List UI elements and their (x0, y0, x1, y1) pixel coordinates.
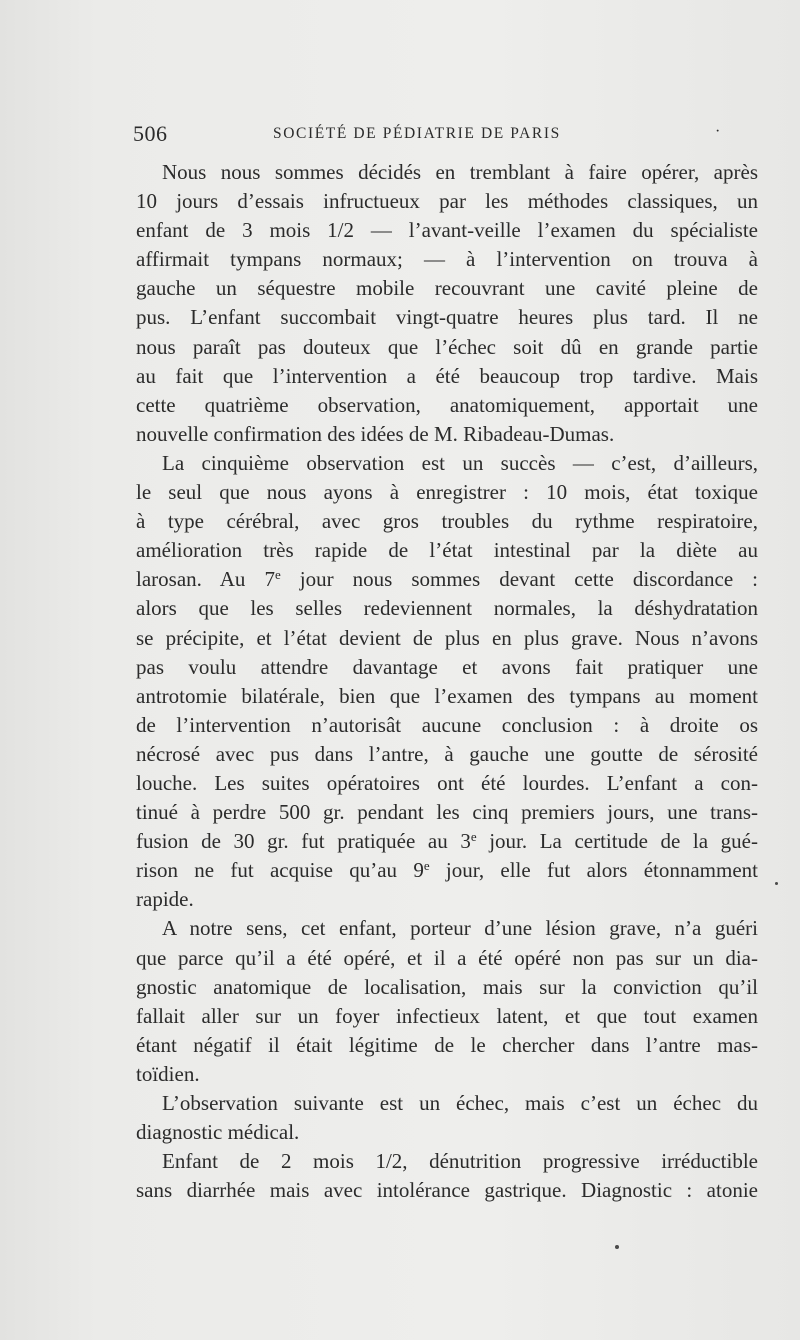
text-segment: rison ne fut acquise qu’au 9 (136, 858, 424, 883)
superscript: e (423, 858, 430, 874)
text-line: 10 jours d’essais infructueux par les méthodes classiques, un (136, 189, 758, 214)
text-line: louche. Les suites opératoires ont été lourdes. L’enfant a con- (136, 770, 758, 795)
text-line: A notre sens, cet enfant, porteur d’une lésion grave, n’a guéri (162, 916, 758, 941)
superscript: e (274, 567, 281, 583)
text-segment: larosan. Au 7 (136, 567, 275, 592)
text-line: nouvelle confirmation des idées de M. Ribadeau-Dumas. (136, 421, 615, 446)
text-line: enfant de 3 mois 1/2 — l’avant-veille l’examen du spécialiste (136, 218, 758, 243)
header-dot: · (715, 123, 721, 140)
text-line: que parce qu’il a été opéré, et il a été opéré non pas sur un dia- (136, 945, 758, 970)
text-segment: jour, elle fut alors étonnamment (429, 858, 758, 883)
text-line: La cinquième observation est un succès — c’est, d’ailleurs, (162, 450, 758, 475)
text-line (136, 565, 758, 594)
text-line: pus. L’enfant succombait vingt-quatre heures plus tard. Il ne (136, 305, 758, 330)
text-line: Enfant de 2 mois 1/2, dénutrition progressive irréductible (162, 1149, 758, 1174)
text-line: fallait aller sur un foyer infectieux latent, et que tout examen (136, 1003, 758, 1028)
text-line: gnostic anatomique de localisation, mais sur la conviction qu’il (136, 974, 758, 999)
ink-speck (775, 882, 778, 885)
text-segment: fusion de 30 gr. fut pratiquée au 3 (136, 829, 471, 854)
page-number: 506 (133, 121, 168, 146)
text-line: L’observation suivante est un échec, mais c’est un échec du (162, 1091, 758, 1115)
text-line: à type cérébral, avec gros troubles du rythme respiratoire, (136, 509, 758, 534)
ink-speck (615, 1245, 619, 1249)
text-line: antrotomie bilatérale, bien que l’examen des tympans au moment (136, 683, 758, 708)
body-text (136, 158, 758, 1205)
text-segment: jour nous sommes devant cette discordance : (280, 567, 759, 592)
text-line: rapide. (136, 887, 194, 912)
text-line: nous paraît pas douteux que l’échec soit dû en grande partie (136, 334, 758, 359)
text-line: sans diarrhée mais avec intolérance gastrique. Diagnostic : atonie (136, 1178, 758, 1203)
text-line: tinué à perdre 500 gr. pendant les cinq premiers jours, une trans- (136, 800, 758, 825)
text-line: alors que les selles redeviennent normales, la déshydratation (136, 596, 758, 621)
text-line: au fait que l’intervention a été beaucoup trop tardive. Mais (136, 363, 758, 388)
text-line (136, 827, 758, 856)
text-line: nécrosé avec pus dans l’antre, à gauche une goutte de sérosité (136, 741, 758, 766)
page-header (133, 121, 733, 151)
text-line: le seul que nous ayons à enregistrer : 10 mois, état toxique (136, 480, 758, 505)
text-line: se précipite, et l’état devient de plus en plus grave. Nous n’avons (136, 625, 758, 650)
text-line: affirmait tympans normaux; — à l’intervention on trouva à (136, 247, 758, 272)
text-line: de l’intervention n’autorisât aucune conclusion : à droite os (136, 712, 758, 737)
text-line: gauche un séquestre mobile recouvrant une cavité pleine de (136, 276, 758, 301)
text-segment: jour. La certitude de la gué- (476, 829, 758, 854)
running-head: SOCIÉTÉ DE PÉDIATRIE DE PARIS (273, 125, 561, 142)
superscript: e (470, 829, 477, 845)
text-line (136, 856, 758, 885)
text-line: amélioration très rapide de l’état intestinal par la diète au (136, 538, 758, 563)
text-line: toïdien. (136, 1061, 200, 1086)
text-line: cette quatrième observation, anatomiquement, apportait une (136, 392, 758, 417)
text-line: pas voulu attendre davantage et avons fait pratiquer une (136, 654, 758, 679)
text-line: Nous nous sommes décidés en tremblant à faire opérer, après (162, 160, 758, 184)
text-line: diagnostic médical. (136, 1120, 300, 1145)
text-line: étant négatif il était légitime de le chercher dans l’antre mas- (136, 1032, 758, 1057)
